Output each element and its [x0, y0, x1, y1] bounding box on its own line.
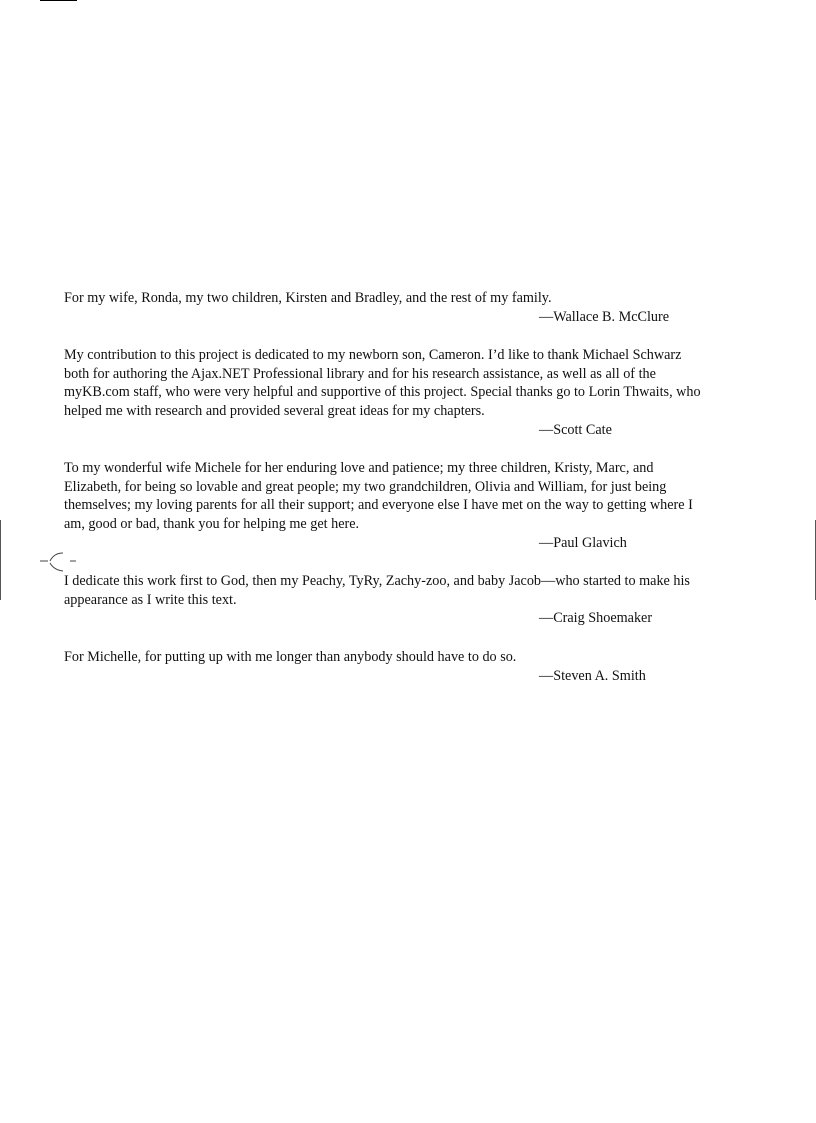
dedication-signature: —Steven A. Smith	[539, 667, 646, 684]
dedication-signature: —Paul Glavich	[539, 534, 627, 551]
dedication-text: For Michelle, for putting up with me longer than anybody should have to do so.	[64, 648, 517, 665]
dedication-paul-glavich	[64, 459, 704, 552]
dedication-steven-smith	[64, 648, 704, 685]
dedication-page	[64, 289, 704, 705]
dedication-text: For my wife, Ronda, my two children, Kirsten and Bradley, and the rest of my family.	[64, 290, 552, 306]
dedication-text: I dedicate this work first to God, then my Peachy, TyRy, Zachy-zoo, and baby Jacob—who started to make his appearance as I write this text.	[64, 573, 690, 608]
dedication-craig-shoemaker	[64, 572, 704, 628]
dedication-text: To my wonderful wife Michele for her enduring love and patience; my three children, Kristy, Marc, and Elizabeth, for being so lovable and great people; my two grandchildren, Olivia and William, for just being themselves; my loving parents for all their support; and everyone else I have met on the way to getting where I am, good or bad, thank you for helping me get here.	[64, 460, 693, 532]
top-rule	[40, 0, 77, 1]
dedication-signature: —Wallace B. McClure	[539, 308, 670, 325]
dedication-signature: —Scott Cate	[539, 421, 612, 438]
dedication-wallace-mcclure	[64, 289, 704, 326]
dedication-scott-cate	[64, 346, 704, 439]
dedication-text: My contribution to this project is dedicated to my newborn son, Cameron. I’d like to thank Michael Schwarz both for authoring the Ajax.NET Professional library and for his research assistance, as well as all of the myKB.com staff, who were very helpful and supportive of this project. Special thanks go to Lorin Thwaits, who helped me with research and provided several great ideas for my chapters.	[64, 347, 701, 419]
left-margin-mark	[0, 520, 1, 600]
dedication-signature: —Craig Shoemaker	[539, 610, 653, 627]
